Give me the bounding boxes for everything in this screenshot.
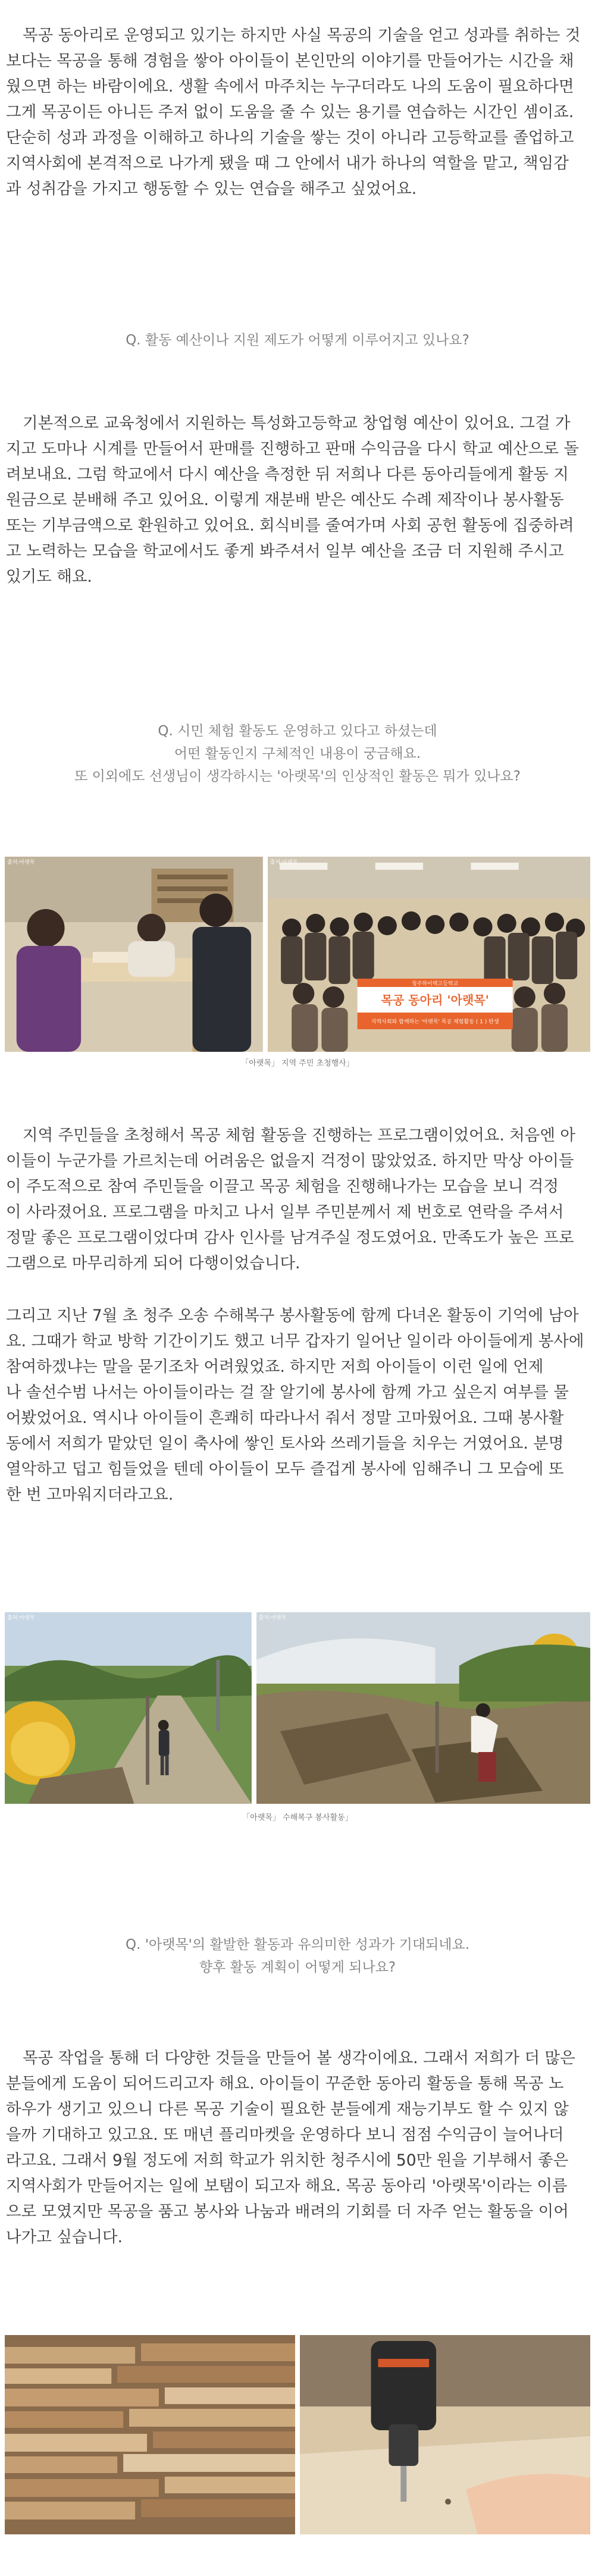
intro-line: 지역사회에 본격적으로 나가게 됐을 때 그 안에서 내가 하나의 역할을 맡고, 책임감 — [6, 154, 569, 173]
answer-line: 지역 주민들을 초청해서 목공 체험 활동을 진행하는 프로그램이었어요. 처음엔 아 — [23, 1126, 576, 1145]
answer-budget — [0, 410, 595, 590]
answer-community-program — [0, 1123, 595, 1276]
photo-road — [5, 1612, 252, 1804]
question-line: Q. 시민 체험 활동도 운영하고 있다고 하셨는데 — [158, 723, 437, 739]
answer-line: 어봤었어요. 역시나 아이들이 흔쾌히 따라나서 줘서 정말 고마웠어요. 그때 봉사활 — [6, 1409, 564, 1427]
flood-field-photo-icon — [256, 1612, 590, 1804]
answer-line: 동에서 저희가 맡았던 일이 축사에 쌓인 토사와 쓰레기들을 치우는 거였어요. 분명 — [6, 1434, 564, 1453]
answer-line: 고 노력하는 모습을 학교에서도 좋게 봐주셔서 일부 예산을 조금 더 지원해 주시고 — [6, 542, 564, 560]
answer-line: 려보내요. 그럼 학교에서 다시 예산을 측정한 뒤 저희나 다른 동아리들에게 활동 지 — [6, 465, 569, 484]
answer-line: 있기도 해요. — [6, 568, 92, 586]
answer-line: 정말 좋은 프로그램이었다며 감사 인사를 남겨주실 정도였어요. 만족도가 높은 프로 — [6, 1229, 574, 1247]
answer-line: 라고요. 그래서 9월 정도에 저희 학교가 위치한 청주시에 50만 원을 기부해서 좋은 — [6, 2151, 569, 2170]
answer-line: 으로 모였지만 목공을 품고 봉사와 나눔과 배려의 기회를 더 자주 얻는 활동을 이어 — [6, 2202, 569, 2221]
photo-source-tag: 출처:아랫목 — [270, 860, 298, 866]
question-activities — [0, 720, 595, 788]
question-line: 어떤 활동인지 구체적인 내용이 궁금해요. — [174, 746, 421, 761]
answer-line: 을까 기대하고 있고요. 또 매년 플리마켓을 운영하다 보니 점점 수익금이 늘어나더 — [6, 2126, 564, 2144]
photo-caption-community: 「아랫목」 지역 주민 초청행사」 — [241, 1059, 354, 1068]
answer-line: 이 주도적으로 참여 주민들을 이끌고 목공 체험을 진행해나가는 모습을 보니 걱정 — [6, 1177, 559, 1196]
answer-line: 또는 기부금액으로 환원하고 있어요. 회식비를 줄여가며 사회 공헌 활동에 집중하려 — [6, 516, 574, 535]
woodworking-photo-icon — [5, 857, 263, 1052]
answer-line: 나가고 싶습니다. — [6, 2228, 123, 2246]
answer-line: 기본적으로 교육청에서 지원하는 특성화고등학교 창업형 예산이 있어요. 그걸 가 — [23, 414, 571, 433]
photo-source-tag: 출처:아랫목 — [7, 1615, 35, 1621]
intro-line: 과 성취감을 가지고 행동할 수 있는 연습을 해주고 싶었어요. — [6, 180, 417, 198]
photo-source-tag: 출처:아랫목 — [7, 860, 35, 866]
answer-line: 요. 그때가 학교 방학 기간이기도 했고 너무 갑자기 일어난 일이라 아이들에게 봉사에 — [6, 1332, 584, 1350]
photo-field — [256, 1612, 590, 1804]
answer-line: 열악하고 덥고 힘들었을 텐데 아이들이 모두 즐겁게 봉사에 임해주니 그 모습에 또 — [6, 1460, 564, 1478]
photo-row-community — [5, 857, 590, 1052]
answer-line: 하우가 생기고 있으니 다른 목공 기술이 필요한 분들에게 재능기부도 할 수 있지 않 — [6, 2100, 569, 2119]
answer-line: 한 번 고마워지더라고요. — [6, 1486, 174, 1504]
question-line: Q. '아랫목'의 활발한 활동과 유의미한 성과가 기대되네요. — [125, 1937, 470, 1953]
group-photo-icon — [268, 857, 590, 1052]
answer-future-plans — [0, 2045, 595, 2250]
banner-sub-text: 지역사회와 함께하는 '아랫목' 목공 체험활동 ( 1 ) 탄생 — [371, 1019, 499, 1025]
photo-caption-flood: 「아랫목」 수해복구 봉사활동」 — [242, 1813, 353, 1822]
photo-row-flood — [5, 1612, 590, 1804]
photo-group — [268, 857, 590, 1052]
question-line: 향후 활동 계획이 어떻게 되나요? — [199, 1960, 396, 1975]
photo-source-tag: 출처:아랫목 — [258, 1615, 287, 1621]
banner-school-text: 청주하이텍고등학교 — [411, 981, 459, 987]
photo-workshop — [5, 857, 263, 1052]
wood-stack-photo-icon — [5, 2335, 295, 2534]
banner-title-text: 목공 동아리 '아랫목' — [381, 993, 489, 1007]
answer-line: 분들에게 도움이 되어드리고자 해요. 아이들이 꾸준한 동아리 활동을 통해 목공 노 — [6, 2074, 564, 2093]
answer-line: 목공 작업을 통해 더 다양한 것들을 만들어 볼 생각이에요. 그래서 저희가 더 많은 — [23, 2049, 575, 2067]
intro-line: 그게 목공이든 아니든 주저 없이 도움을 줄 수 있는 용기를 연습하는 시간인 셈이죠. — [6, 103, 574, 121]
photo-row-products — [5, 2335, 590, 2534]
intro-line: 보다는 목공을 통해 경험을 쌓아 아이들이 본인만의 이야기를 만들어가는 시간을 채 — [6, 52, 574, 70]
answer-flood-volunteer — [0, 1303, 595, 1508]
answer-line: 그램으로 마무리하게 되어 다행이었습니다. — [6, 1254, 300, 1273]
answer-line: 나 솔선수범 나서는 아이들이라는 걸 잘 알기에 봉사에 함께 가고 싶은지 여부를 물 — [6, 1383, 569, 1402]
answer-line: 지고 도마나 시계를 만들어서 판매를 진행하고 판매 수익금을 다시 학교 예산으로 돌 — [6, 440, 580, 458]
answer-line: 그리고 지난 7월 초 청주 오송 수해복구 봉사활동에 함께 다녀온 활동이 기억에 남아 — [6, 1306, 579, 1325]
question-line: 또 이외에도 선생님이 생각하시는 '아랫목'의 인상적인 활동은 뭐가 있나요? — [74, 769, 521, 784]
photo-drill — [300, 2335, 590, 2534]
flood-road-photo-icon — [5, 1612, 252, 1804]
intro-line: 목공 동아리로 운영되고 있기는 하지만 사실 목공의 기술을 얻고 성과를 취하는 것 — [23, 26, 581, 45]
answer-line: 참여하겠냐는 말을 묻기조차 어려웠었죠. 하지만 저희 아이들이 이런 일에 언제 — [6, 1358, 544, 1376]
answer-line: 지역사회가 만들어지는 일에 보탬이 되고자 해요. 목공 동아리 '아랫목'이라는 이름 — [6, 2177, 568, 2195]
photo-wood-stack — [5, 2335, 295, 2534]
question-budget — [0, 329, 595, 352]
question-line: Q. 활동 예산이나 지원 제도가 어떻게 이루어지고 있나요? — [126, 333, 469, 348]
intro-line: 웠으면 하는 바람이에요. 생활 속에서 마주치는 누구더라도 나의 도움이 필요하다면 — [6, 77, 574, 96]
drill-photo-icon — [300, 2335, 590, 2534]
intro-paragraph — [0, 23, 595, 202]
answer-line: 이들이 누군가를 가르치는데 어려움은 없을지 걱정이 많았었죠. 하지만 막상 아이들 — [6, 1152, 574, 1170]
question-future-plans — [0, 1933, 595, 1979]
intro-line: 단순히 성과 과정을 이해하고 하나의 기술을 쌓는 것이 아니라 고등학교를 졸업하고 — [6, 129, 574, 147]
answer-line: 이 사라졌어요. 프로그램을 마치고 나서 일부 주민분께서 제 번호로 연락을 주셔서 — [6, 1203, 564, 1221]
answer-line: 원금으로 분배해 주고 있어요. 이렇게 재분배 받은 예산도 수례 제작이나 봉사활동 — [6, 491, 564, 509]
